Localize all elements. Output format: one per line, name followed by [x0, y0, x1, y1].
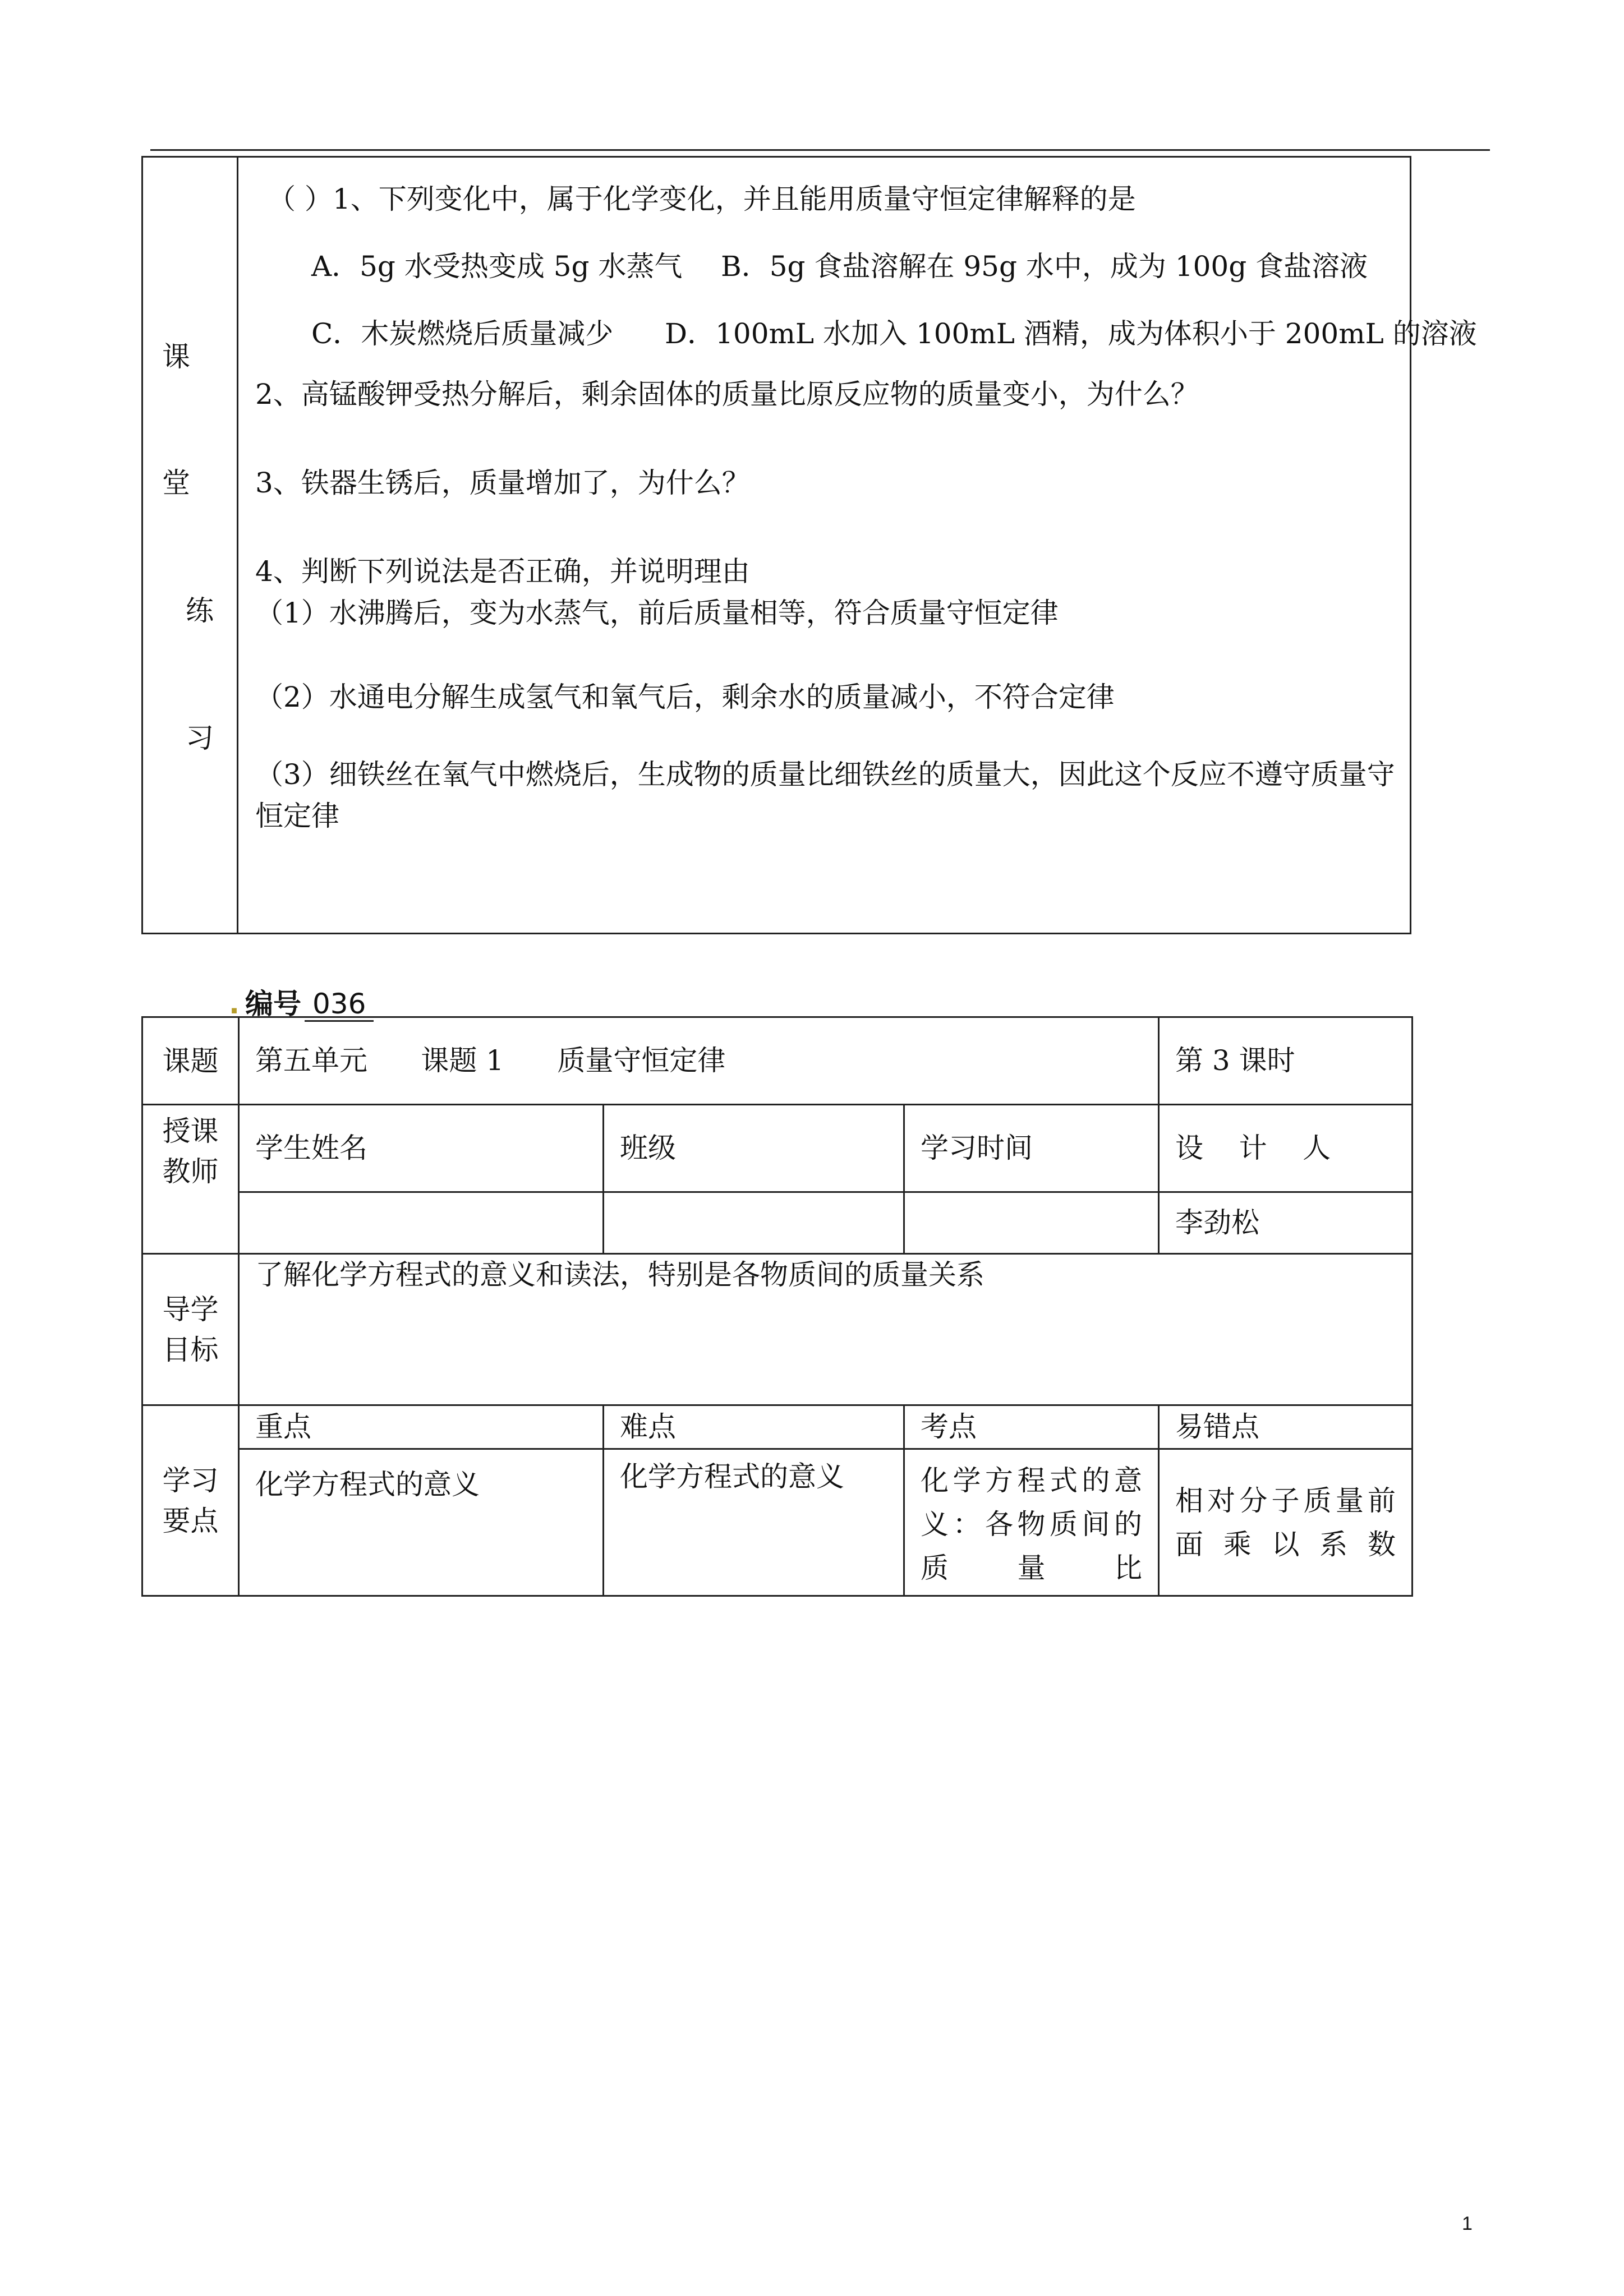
question-4-item: （3）细铁丝在氧气中燃烧后，生成物的质量比细铁丝的质量大，因此这个反应不遵守质量守恒定律 — [255, 758, 1395, 832]
class-cell — [604, 1105, 904, 1192]
lesson-number-value: 036 — [305, 988, 374, 1022]
lesson-info-table — [141, 1016, 1413, 1597]
key-text: 化学方程式的意义 — [255, 1468, 480, 1501]
teacher-label: 授课教师 — [162, 1115, 219, 1188]
topic-text: 第五单元 课题 1 质量守恒定律 — [255, 1044, 726, 1077]
difficult-label-cell — [604, 1405, 904, 1449]
class-value — [604, 1192, 904, 1254]
question-4-item: （1）水沸腾后，变为水蒸气，前后质量相等，符合质量守恒定律 — [255, 597, 1059, 629]
page-number: 1 — [1462, 2213, 1473, 2234]
study-time-cell — [904, 1105, 1159, 1192]
period-text: 第 3 课时 — [1175, 1044, 1295, 1077]
question-4-item: （2）水通电分解生成氢气和氧气后，剩余水的质量减小，不符合定律 — [255, 681, 1115, 713]
teacher-label-cell — [142, 1105, 239, 1254]
topic-cell — [239, 1017, 1159, 1105]
option-c: C．木炭燃烧后质量减少 — [311, 317, 614, 350]
option-b: B．5g 食盐溶解在 95g 水中，成为 100g 食盐溶液 — [721, 250, 1368, 283]
error-cell — [1159, 1449, 1413, 1596]
bullet-dot: . — [229, 988, 240, 1020]
goal-label: 导学目标 — [162, 1293, 219, 1366]
designer-label-cell — [1159, 1105, 1413, 1192]
lesson-number-label: 编号 — [245, 988, 301, 1020]
period-cell — [1159, 1017, 1413, 1105]
error-label-cell — [1159, 1405, 1413, 1449]
topic-label-cell — [142, 1017, 239, 1105]
exam-text: 化学方程式的意义：各物质间的质量比 — [921, 1464, 1142, 1584]
error-label: 易错点 — [1175, 1410, 1259, 1443]
designer-cell — [1159, 1192, 1413, 1254]
header-rule — [150, 149, 1490, 151]
practice-side-label — [143, 158, 238, 933]
goal-text: 了解化学方程式的意义和读法，特别是各物质间的质量关系 — [255, 1258, 984, 1291]
designer-name: 李劲松 — [1175, 1206, 1259, 1239]
exam-label: 考点 — [921, 1410, 977, 1443]
question-1: （ ）1、下列变化中，属于化学变化，并且能用质量守恒定律解释的是 — [268, 183, 1136, 215]
option-d: D．100mL 水加入 100mL 酒精，成为体积小于 200mL 的溶液 — [665, 317, 1477, 350]
key-label-cell — [239, 1405, 604, 1449]
key-label: 重点 — [255, 1410, 311, 1443]
difficult-cell — [604, 1449, 904, 1596]
side-char: 练 — [186, 594, 214, 627]
key-cell — [239, 1449, 604, 1596]
question-3: 3、铁器生锈后，质量增加了，为什么？ — [255, 467, 750, 499]
points-label: 学习要点 — [162, 1464, 219, 1537]
exam-label-cell — [904, 1405, 1159, 1449]
student-name-label: 学生姓名 — [255, 1132, 367, 1164]
side-char: 习 — [186, 722, 214, 754]
question-2: 2、高锰酸钾受热分解后，剩余固体的质量比原反应物的质量变小，为什么？ — [255, 378, 1199, 411]
topic-label: 课题 — [162, 1044, 219, 1077]
class-label: 班级 — [620, 1132, 676, 1164]
points-label-cell — [142, 1405, 239, 1596]
exam-cell — [904, 1449, 1159, 1596]
practice-table — [141, 156, 1477, 934]
student-name-cell — [239, 1105, 604, 1192]
option-a: A．5g 水受热变成 5g 水蒸气 — [311, 250, 683, 283]
study-time-label: 学习时间 — [921, 1132, 1033, 1164]
study-time-value — [904, 1192, 1159, 1254]
difficult-label: 难点 — [620, 1410, 676, 1443]
difficult-text: 化学方程式的意义 — [620, 1460, 844, 1493]
designer-label: 设 计 人 — [1175, 1132, 1331, 1164]
error-text: 相对分子质量前面乘以系数 — [1175, 1484, 1396, 1561]
question-4-title: 4、判断下列说法是否正确，并说明理由 — [255, 555, 750, 588]
goal-cell — [239, 1254, 1413, 1405]
student-name-value — [239, 1192, 604, 1254]
side-char: 课 — [162, 340, 190, 373]
goal-label-cell — [142, 1254, 239, 1405]
side-char: 堂 — [162, 467, 190, 499]
